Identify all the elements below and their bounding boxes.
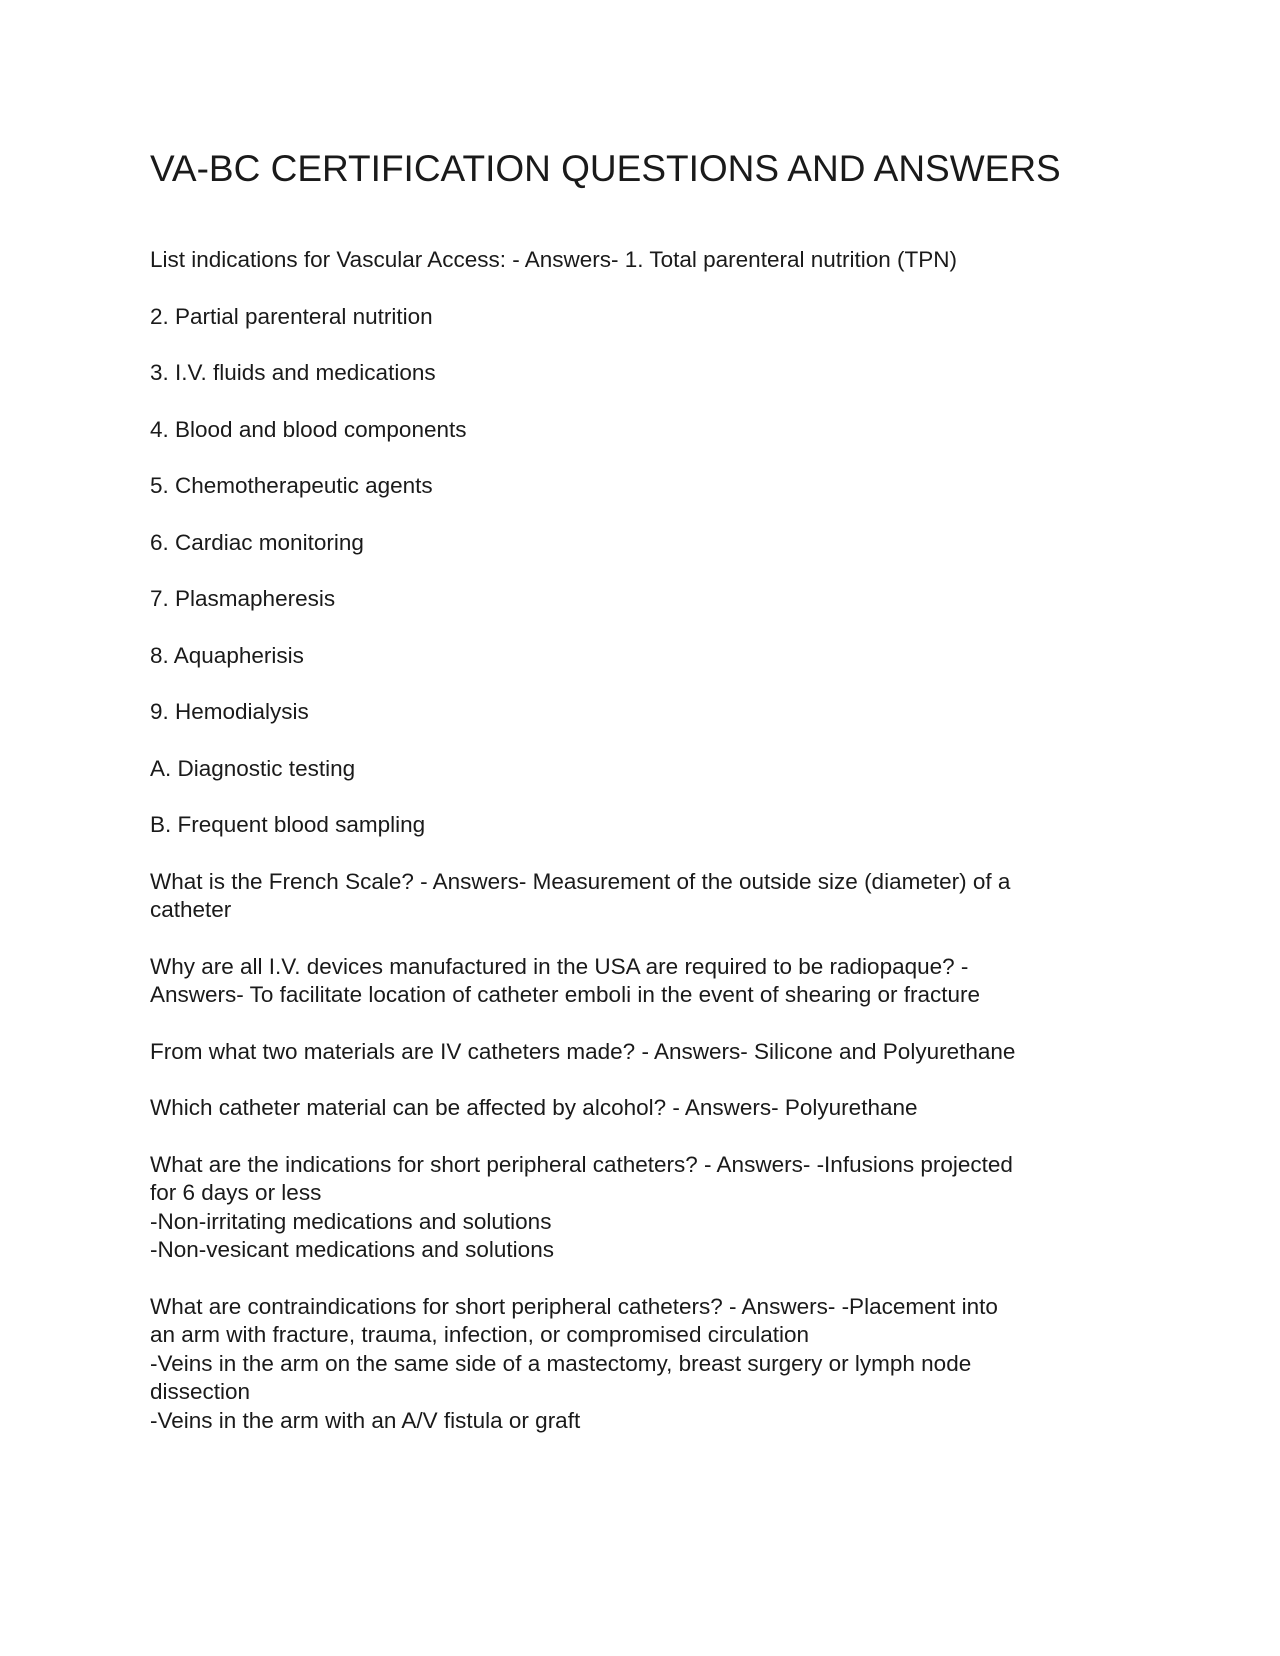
text-line: catheter [150, 897, 232, 922]
text-line: Which catheter material can be affected by alcohol? - Answers- Polyurethane [150, 1095, 918, 1120]
text-line: List indications for Vascular Access: - Answers- 1. Total parenteral nutrition (TPN) [150, 247, 958, 272]
qa-paragraph [150, 953, 1130, 1010]
qa-paragraph [150, 642, 1130, 671]
document-body [150, 246, 1130, 1463]
text-line: A. Diagnostic testing [150, 755, 356, 781]
text-line: 3. I.V. fluids and medications [150, 360, 436, 385]
qa-paragraph [150, 698, 1130, 727]
text-line: What is the French Scale? - Answers- Measurement of the outside size (diameter) of a [150, 868, 1011, 894]
text-line: dissection [150, 1379, 251, 1404]
text-line: 6. Cardiac monitoring [150, 529, 364, 555]
text-line: 9. Hemodialysis [150, 699, 309, 724]
text-line: 7. Plasmapheresis [150, 586, 336, 611]
text-line: Answers- To facilitate location of catheter emboli in the event of shearing or fracture [150, 982, 981, 1007]
qa-paragraph [150, 1094, 1130, 1123]
text-line: -Non-vesicant medications and solutions [150, 1237, 554, 1262]
qa-paragraph [150, 811, 1130, 840]
text-line: Why are all I.V. devices manufactured in the USA are required to be radiopaque? - [150, 953, 969, 979]
text-line: B. Frequent blood sampling [150, 812, 426, 837]
qa-paragraph [150, 303, 1130, 332]
text-line: What are the indications for short peripheral catheters? - Answers- -Infusions projected [150, 1151, 1013, 1177]
qa-paragraph [150, 416, 1130, 445]
qa-paragraph [150, 868, 1130, 925]
text-line: -Veins in the arm on the same side of a mastectomy, breast surgery or lymph node [150, 1350, 972, 1376]
text-line: 8. Aquapherisis [150, 642, 304, 668]
text-line: an arm with fracture, trauma, infection, or compromised circulation [150, 1322, 810, 1347]
text-line: 4. Blood and blood components [150, 416, 467, 442]
qa-paragraph [150, 755, 1130, 784]
text-line: -Veins in the arm with an A/V fistula or graft [150, 1407, 581, 1433]
qa-paragraph [150, 359, 1130, 388]
text-line: for 6 days or less [150, 1180, 322, 1205]
qa-paragraph [150, 1038, 1130, 1067]
qa-paragraph [150, 472, 1130, 501]
qa-paragraph [150, 246, 1130, 275]
text-line: What are contraindications for short peripheral catheters? - Answers- -Placement into [150, 1293, 998, 1319]
qa-paragraph [150, 1293, 1130, 1436]
text-line: 2. Partial parenteral nutrition [150, 303, 433, 329]
document-title: VA-BC CERTIFICATION QUESTIONS AND ANSWERS [150, 148, 1061, 189]
text-line: -Non-irritating medications and solutions [150, 1208, 552, 1234]
qa-paragraph [150, 529, 1130, 558]
text-line: From what two materials are IV catheters made? - Answers- Silicone and Polyurethane [150, 1038, 1016, 1064]
qa-paragraph [150, 1151, 1130, 1265]
qa-paragraph [150, 585, 1130, 614]
text-line: 5. Chemotherapeutic agents [150, 473, 433, 498]
